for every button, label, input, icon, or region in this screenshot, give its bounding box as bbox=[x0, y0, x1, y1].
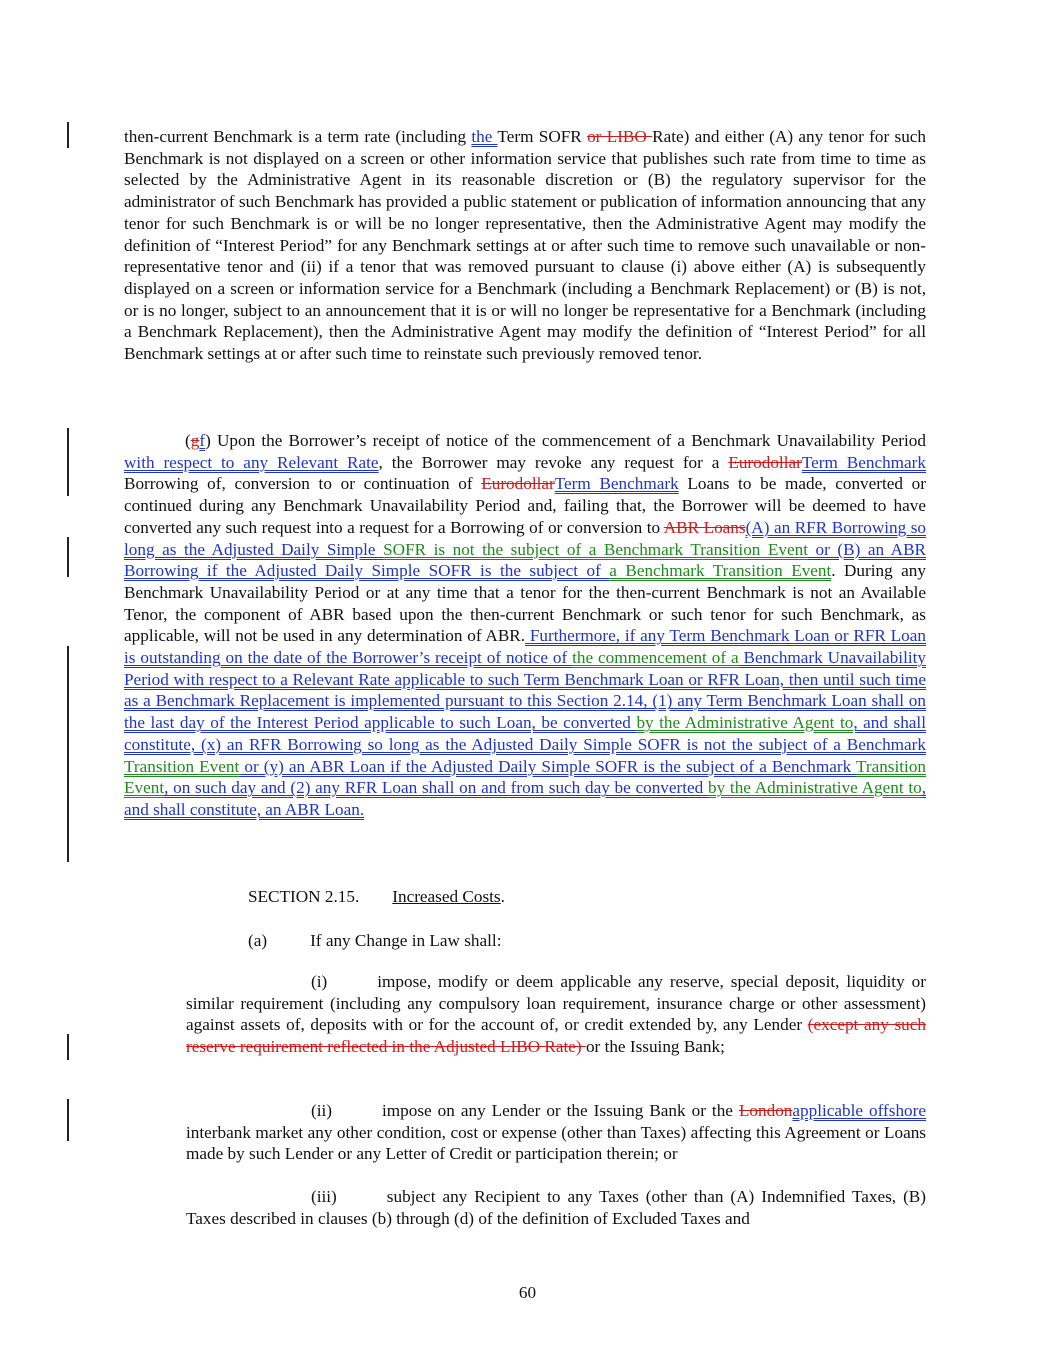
deleted-text: London bbox=[738, 1101, 793, 1120]
inserted-text: Furthermore, if any Term Benchmark Loan or RFR Loan is outstanding on the date of the Borrower’s receipt of notice of bbox=[124, 626, 926, 668]
moved-text: by the Administrative Agent to bbox=[708, 778, 922, 798]
text-run: ) Upon the Borrower’s receipt of notice of the commencement of a Benchmark Unavailability Period bbox=[205, 431, 926, 450]
clause-label: (iii) bbox=[311, 1187, 337, 1206]
clause-ii bbox=[186, 1100, 926, 1165]
clause-label: (ii) bbox=[311, 1101, 332, 1120]
clause-i bbox=[186, 971, 926, 1058]
moved-text: by the Administrative Agent to bbox=[636, 713, 854, 733]
text-run: Rate) and either (A) any tenor for such Benchmark is not displayed on a screen or other information service that publishes such rate from time to time as selected by the Administrative Agent in its reasonable discretion or (B) the regulatory supervisor for the administrator of such Benchmark has provided a public statement or publication of information announcing that any tenor for such Benchmark is or will be no longer representative, then the Administrative Agent may modify the definition of “Interest Period” for any Benchmark settings at or after such time to remove such unavailable or non-representative tenor and (ii) if a tenor that was removed pursuant to clause (i) above either (A) is subsequently displayed on a screen or information service for a Benchmark (including a Benchmark Replacement) or (B) is not, or is no longer, subject to an announcement that it is or will no longer be representative for a Benchmark (including a Benchmark Replacement), then the Administrative Agent may modify the definition of “Interest Period” for all Benchmark settings at or after such time to reinstate such previously removed tenor. bbox=[124, 127, 927, 364]
text-run: Loans to be made, converted or continued during any Benchmark Unavailability Period and, failing that, the Borrower will be deemed to have converted any such request into a request for a Borrowing of or conversion to bbox=[124, 474, 926, 537]
deleted-text: Adjusted LIBO Rate) bbox=[430, 1037, 586, 1057]
section-title: Increased Costs bbox=[392, 887, 501, 906]
inserted-text: (A) an RFR Borrowing so long as the Adjusted Daily Simple bbox=[124, 517, 927, 559]
moved-text: Transition Event bbox=[124, 756, 240, 776]
deleted-text: (except any such reserve requirement reflected bbox=[186, 1015, 926, 1057]
paragraph-unavailability-period bbox=[124, 430, 926, 821]
section-heading bbox=[248, 886, 848, 908]
deleted-text: ABR Loans bbox=[663, 517, 746, 537]
text-run: interbank market any other condition, cost or expense (other than Taxes) affecting this Agreement or Loans made by such Lender or any Letter of Credit or participation therein; or bbox=[186, 1122, 926, 1164]
text-run: ( bbox=[185, 431, 191, 450]
inserted-text: , on such day and (2) any RFR Loan shall on and from such day be converted bbox=[164, 778, 708, 798]
text-run: , the Borrower may revoke any request for a bbox=[378, 452, 729, 472]
inserted-text: f bbox=[199, 431, 206, 450]
paragraph-benchmark-tenor bbox=[124, 126, 926, 365]
inserted-text: or (B) an ABR Borrowing if the Adjusted Daily Simple SOFR is the subject of bbox=[124, 539, 927, 581]
inserted-text: Term Benchmark bbox=[554, 474, 679, 494]
inserted-text: , and shall constitute, (x) an RFR Borrowing so long as the Adjusted Daily Simple SOFR is not the subject of a Benchmark bbox=[124, 713, 926, 754]
inserted-text: with respect to any Relevant Rate bbox=[124, 452, 379, 472]
change-bar bbox=[67, 1099, 69, 1141]
change-bar bbox=[67, 122, 69, 148]
inserted-text: Term Benchmark bbox=[801, 452, 926, 472]
inserted-text: , and shall constitute, an ABR Loan. bbox=[124, 778, 926, 819]
moved-text: the commencement of a bbox=[572, 648, 739, 668]
text-run: Borrowing of, conversion to or continuation of bbox=[124, 474, 482, 494]
text-run: . During any Benchmark Unavailability Period or at any time that a tenor for the then-current Benchmark is not an Available Tenor, the component of ABR based upon the then-current Benchmark or such tenor for such Benchmark, as applicable, will not be used in any determination of ABR. bbox=[124, 561, 926, 646]
deleted-text: in the bbox=[391, 1037, 431, 1057]
deleted-text: g bbox=[190, 431, 200, 450]
inserted-text: the bbox=[471, 127, 498, 146]
subsection-a-text: If any Change in Law shall: bbox=[310, 931, 502, 950]
moved-text: SOFR is not the subject of a Benchmark Transition Event bbox=[383, 539, 809, 559]
change-bar bbox=[67, 428, 69, 496]
subsection-a-label: (a) bbox=[248, 931, 268, 950]
text-run: Term SOFR bbox=[497, 127, 588, 146]
page-number: 60 bbox=[518, 1283, 537, 1302]
section-number: SECTION 2.15. bbox=[248, 887, 360, 906]
text-run: impose, modify or deem applicable any reserve, special deposit, liquidity or similar requirement (including any compulsory loan requirement, insurance charge or other assessment) against assets of, deposits with or for the account of, or credit extended by, any Lender bbox=[186, 972, 926, 1035]
text-run: then-current Benchmark is a term rate (including bbox=[124, 127, 472, 146]
inserted-text: or (y) an ABR Loan if the Adjusted Daily Simple SOFR is the subject of a Benchmark bbox=[239, 756, 856, 776]
subsection-a bbox=[248, 930, 848, 952]
deleted-text: Eurodollar bbox=[728, 452, 802, 472]
inserted-text: applicable offshore bbox=[792, 1101, 926, 1120]
text-run: or the Issuing Bank; bbox=[585, 1037, 725, 1057]
moved-text: a Benchmark Transition Event bbox=[609, 561, 832, 581]
section-title-period: . bbox=[500, 887, 505, 906]
deleted-text: Eurodollar bbox=[481, 474, 555, 494]
inserted-text: Benchmark Unavailability Period with respect to a Relevant Rate applicable to such Term Benchmark Loan or RFR Loan, then until such time as a Benchmark Replacement is implemented pursuant to this Section 2.14, (1) any Term Benchmark Loan shall on the last day of the Interest Period applicable to such Loan, be converted bbox=[124, 648, 926, 733]
clause-label: (i) bbox=[311, 972, 328, 991]
change-bar bbox=[67, 646, 69, 862]
change-bar bbox=[67, 1034, 69, 1060]
change-bar bbox=[67, 537, 69, 577]
text-run: impose on any Lender or the Issuing Bank or the bbox=[382, 1101, 739, 1120]
deleted-text: or LIBO bbox=[587, 127, 653, 146]
text-run: subject any Recipient to any Taxes (other than (A) Indemnified Taxes, (B) Taxes described in clauses (b) through (d) of the definition of Excluded Taxes and bbox=[186, 1187, 926, 1228]
moved-text: Transition Event bbox=[124, 756, 927, 798]
clause-iii bbox=[186, 1186, 926, 1229]
